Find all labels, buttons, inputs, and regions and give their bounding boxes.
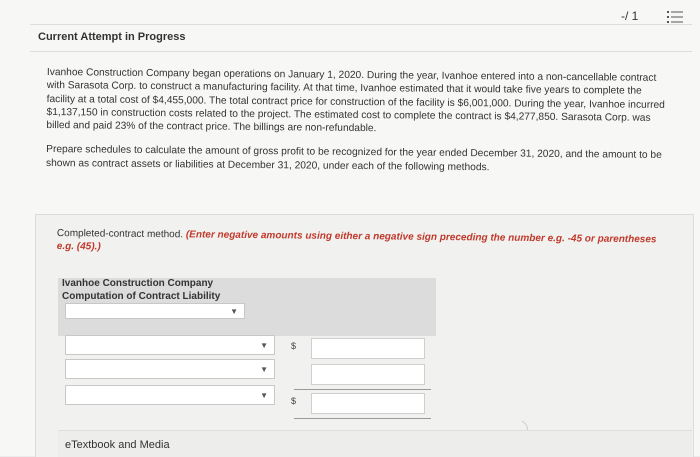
schedule-heading: [62, 277, 220, 303]
method-label: Completed-contract method.: [56, 227, 184, 241]
attempt-status-heading: Current Attempt in Progress: [38, 31, 186, 43]
amount-input-2[interactable]: [311, 364, 425, 385]
etextbook-link[interactable]: eTextbook and Media: [65, 439, 170, 451]
line-item-select-3[interactable]: [65, 385, 275, 405]
dollar-sign: $: [291, 396, 297, 406]
company-name: Ivanhoe Construction Company: [62, 278, 214, 289]
amount-input-1[interactable]: [311, 338, 425, 359]
question-list-icon[interactable]: [667, 10, 683, 24]
top-bar: [0, 0, 700, 24]
problem-paragraph: Ivanhoe Construction Company began operations on January 1, 2020. During the year, Ivanhoe entered into a non-cancellable contract with Sarasota Corp. to construct a manufacturing facility. At that time, Ivanhoe estimated that it would take five years to complete the facility at a total cost of $4,455,000. The total contract price for construction of the facility is $6,001,000. During the year, Ivanhoe incurred $1,137,150 in construction costs related to the project. The estimated cost to complete the contract is $4,277,850. Sarasota Corp. was billed and paid 23% of the contract price. The billings are non-refundable.: [46, 66, 665, 135]
score-display: -/ 1: [621, 9, 639, 23]
chevron-down-icon: ▼: [260, 365, 268, 374]
problem-text: [46, 66, 669, 187]
divider: [30, 51, 692, 52]
amount-input-3[interactable]: [311, 393, 425, 414]
subtotal-rule: [294, 389, 431, 390]
divider: [30, 24, 692, 25]
chevron-down-icon: ▼: [260, 391, 268, 400]
schedule-date-select[interactable]: [65, 303, 245, 319]
problem-paragraph: Prepare schedules to calculate the amount of gross profit to be recognized for the year ended December 31, 2020, and the amount to be shown as contract assets or liabilities at December 31, 2020, under each of the following methods.: [46, 144, 662, 174]
line-item-select-2[interactable]: [65, 359, 275, 379]
schedule-title: Computation of Contract Liability: [62, 291, 221, 302]
dollar-sign: $: [291, 341, 297, 351]
entry-instruction: (Enter negative amounts using either a negative sign preceding the number e.g. -45 or parentheses e.g. (45).): [56, 229, 657, 253]
chevron-down-icon: ▼: [260, 341, 268, 350]
line-item-select-1[interactable]: [65, 335, 275, 355]
chevron-down-icon: ▼: [230, 307, 238, 316]
total-rule: [294, 418, 431, 419]
